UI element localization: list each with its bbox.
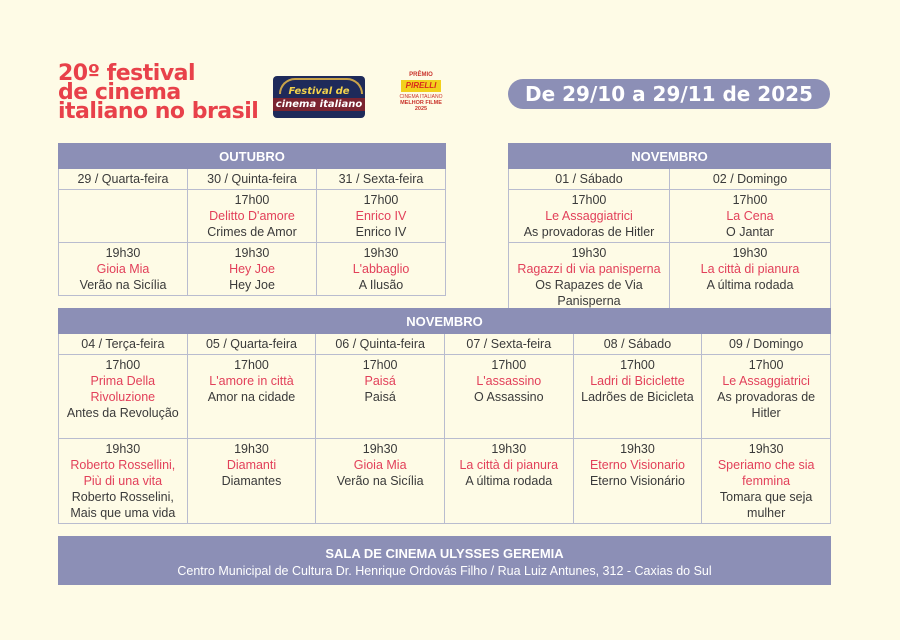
screening-time: 17h00 — [363, 193, 399, 207]
film-title-translated: A última rodada — [465, 474, 553, 488]
screening-cell — [670, 190, 831, 243]
day-header: 30 / Quinta-feira — [188, 169, 317, 190]
pirelli-logo: PIRELLI — [401, 80, 441, 92]
film-title-original: Speriamo che sia femmina — [717, 458, 815, 488]
film-title-translated: As provadoras de Hitler — [523, 225, 655, 239]
film-title-translated: As provadoras de Hitler — [717, 390, 816, 420]
screening-cell — [317, 190, 446, 243]
screening-cell — [702, 439, 831, 524]
film-title-translated: Hey Joe — [229, 278, 275, 292]
october-schedule-table — [58, 143, 446, 296]
day-header: 06 / Quinta-feira — [316, 334, 445, 355]
day-header: 01 / Sábado — [509, 169, 670, 190]
screening-time: 19h30 — [234, 246, 270, 260]
film-title-original: Eterno Visionario — [589, 458, 685, 472]
screening-cell — [187, 355, 316, 439]
table-title: OUTUBRO — [59, 144, 446, 169]
film-title-translated: Crimes de Amor — [207, 225, 297, 239]
screening-cell — [317, 243, 446, 296]
november-week1-schedule-table — [508, 143, 831, 312]
film-title-translated: A última rodada — [706, 278, 794, 292]
film-title-original: Delitto D'amore — [209, 209, 295, 223]
screening-time: 19h30 — [748, 442, 784, 456]
award-line-2: MELHOR FILME — [400, 100, 442, 106]
screening-cell — [188, 243, 317, 296]
film-title-translated: Enrico IV — [355, 225, 407, 239]
screening-time: 17h00 — [491, 358, 527, 372]
table-title: NOVEMBRO — [509, 144, 831, 169]
festival-logo — [58, 61, 259, 124]
screening-time: 19h30 — [620, 442, 655, 456]
film-title-translated: O Jantar — [726, 225, 774, 239]
day-header: 07 / Sexta-feira — [444, 334, 573, 355]
sponsor-logo-line-1: Festival de — [288, 86, 350, 97]
screening-time: 17h00 — [362, 358, 398, 372]
film-title-translated: A Ilusão — [358, 278, 404, 292]
screening-time: 17h00 — [234, 193, 270, 207]
film-title-original: Prima Della Rivoluzione — [90, 374, 156, 404]
screening-cell — [444, 439, 573, 524]
film-title-translated: Paisá — [364, 390, 396, 404]
screening-time: 17h00 — [732, 193, 768, 207]
day-header: 05 / Quarta-feira — [187, 334, 316, 355]
screening-cell — [188, 190, 317, 243]
screening-cell — [670, 243, 831, 312]
film-title-original: Ladri di Biciclette — [590, 374, 685, 388]
film-title-original: Hey Joe — [229, 262, 275, 276]
sponsor-logo-line-2: cinema italiano — [273, 98, 365, 111]
day-header: 08 / Sábado — [573, 334, 702, 355]
film-title-original: La Cena — [726, 209, 774, 223]
award-year: 2025 — [414, 106, 428, 112]
film-title-original: La città di pianura — [700, 262, 800, 276]
film-title-translated: Roberto Rosselini, Mais que uma vida — [70, 490, 176, 520]
film-title-original: Ragazzi di via panisperna — [517, 262, 661, 276]
film-title-original: Gioia Mia — [353, 458, 407, 472]
screening-cell — [316, 355, 445, 439]
screening-cell — [59, 439, 188, 524]
award-logo — [388, 72, 454, 112]
screening-cell — [702, 355, 831, 439]
screening-time: 19h30 — [732, 246, 768, 260]
film-title-translated: Verão na Sicília — [79, 278, 167, 292]
film-title-translated: Amor na cidade — [207, 390, 296, 404]
film-title-translated: Os Rapazes de Via Panisperna — [535, 278, 643, 308]
screening-cell — [59, 243, 188, 296]
film-title-original: Roberto Rossellini, Più di una vita — [70, 458, 176, 488]
day-header: 02 / Domingo — [670, 169, 831, 190]
venue-banner — [58, 536, 831, 585]
screening-time: 19h30 — [491, 442, 527, 456]
film-title-original: Gioia Mia — [96, 262, 150, 276]
screening-time: 19h30 — [105, 246, 141, 260]
venue-name: SALA DE CINEMA ULYSSES GEREMIA — [325, 546, 564, 561]
screening-cell — [316, 439, 445, 524]
november-week2-schedule-table — [58, 308, 831, 524]
screening-cell — [509, 243, 670, 312]
film-title-translated: O Assassino — [474, 390, 544, 404]
film-title-translated: Eterno Visionário — [589, 474, 685, 488]
screening-time: 19h30 — [571, 246, 607, 260]
screening-time: 19h30 — [105, 442, 141, 456]
screening-time: 19h30 — [234, 442, 269, 456]
screening-time: 17h00 — [620, 358, 655, 372]
screening-cell — [573, 439, 702, 524]
film-title-translated: Diamantes — [221, 474, 282, 488]
film-title-original: Diamanti — [226, 458, 277, 472]
screening-cell — [573, 355, 702, 439]
film-title-original: La città di pianura — [459, 458, 559, 472]
logo-line-1: 20º festival — [58, 61, 196, 86]
date-range-badge: De 29/10 a 29/11 de 2025 — [508, 79, 830, 109]
sponsor-logo — [273, 76, 365, 118]
screening-time: 17h00 — [234, 358, 269, 372]
film-title-translated: Antes da Revolução — [66, 406, 179, 420]
film-title-original: L'assassino — [476, 374, 542, 388]
screening-time: 17h00 — [748, 358, 784, 372]
film-title-translated: Tomara que seja mulher — [719, 490, 813, 520]
film-title-translated: Verão na Sicília — [336, 474, 424, 488]
award-label: PRÊMIO — [409, 72, 433, 78]
day-header: 04 / Terça-feira — [59, 334, 188, 355]
film-title-original: Le Assaggiatrici — [545, 209, 633, 223]
day-header: 09 / Domingo — [702, 334, 831, 355]
film-title-translated: Ladrões de Bicicleta — [581, 390, 694, 404]
film-title-original: L'amore in città — [209, 374, 294, 388]
screening-time: 19h30 — [362, 442, 398, 456]
day-header: 29 / Quarta-feira — [59, 169, 188, 190]
table-title: NOVEMBRO — [59, 309, 831, 334]
award-line-1: CINEMA ITALIANO — [399, 94, 443, 100]
screening-cell — [59, 190, 188, 243]
screening-cell — [59, 355, 188, 439]
screening-time: 17h00 — [571, 193, 607, 207]
film-title-original: L'abbaglio — [352, 262, 410, 276]
film-title-original: Enrico IV — [355, 209, 407, 223]
day-header: 31 / Sexta-feira — [317, 169, 446, 190]
film-title-original: Paisá — [364, 374, 396, 388]
screening-cell — [444, 355, 573, 439]
logo-line-2: de cinema — [58, 80, 181, 105]
logo-line-3: italiano no brasil — [58, 99, 259, 124]
venue-address: Centro Municipal de Cultura Dr. Henrique Ordovás Filho / Rua Luiz Antunes, 312 - Caxias do Sul — [177, 564, 712, 578]
screening-cell — [187, 439, 316, 524]
screening-cell — [509, 190, 670, 243]
screening-time: 17h00 — [105, 358, 141, 372]
film-title-original: Le Assaggiatrici — [722, 374, 810, 388]
screening-time: 19h30 — [363, 246, 399, 260]
